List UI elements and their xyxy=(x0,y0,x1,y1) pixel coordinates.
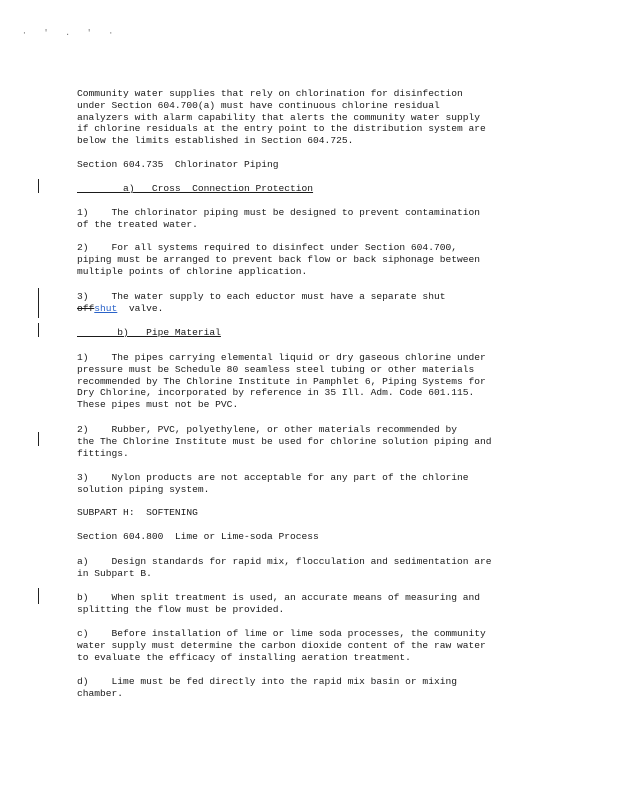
cross-connection-heading: a) Cross Connection Protection xyxy=(77,183,314,194)
paragraph-800-c: c) Before installation of lime or lime soda processes, the community water supply must determine the carbon dioxide content of the raw water to evaluate the efficacy of installing aeration treatment. xyxy=(77,628,486,663)
paragraph-a2: 2) For all systems required to disinfect under Section 604.700, piping must be arranged to prevent back flow or back siphonage between multiple points of chlorine application. xyxy=(77,242,481,277)
pipe-material-heading: b) Pipe Material xyxy=(77,327,221,338)
deleted-text: off xyxy=(77,302,95,314)
paragraph-800-a: a) Design standards for rapid mix, flocculation and sedimentation are in Subpart B. xyxy=(77,556,492,579)
revision-bar xyxy=(38,179,39,193)
paragraph-800-b: b) When split treatment is used, an accurate means of measuring and splitting the flow must be provided. xyxy=(77,592,481,615)
revision-bar xyxy=(38,588,39,604)
inserted-text: shut xyxy=(94,302,118,314)
section-604-800-heading: Section 604.800 Lime or Lime-soda Process xyxy=(77,531,319,542)
section-604-735-heading: Section 604.735 Chlorinator Piping xyxy=(77,159,279,170)
paragraph-a1: 1) The chlorinator piping must be designed to prevent contamination of the treated water. xyxy=(77,207,481,230)
revision-bar xyxy=(38,323,39,337)
paragraph-a3-line1: 3) The water supply to each eductor must have a separate shut xyxy=(77,291,446,302)
revision-bar xyxy=(38,432,39,446)
paragraph-a3-rest: valve. xyxy=(117,302,164,314)
paragraph-b3: 3) Nylon products are not acceptable for any part of the chlorine solution piping system. xyxy=(77,472,469,495)
paragraph-b2: 2) Rubber, PVC, polyethylene, or other materials recommended by the The Chlorine Institute must be used for chlorine solution piping and fittings. xyxy=(77,424,492,459)
paragraph-800-d: d) Lime must be fed directly into the rapid mix basin or mixing chamber. xyxy=(77,676,457,699)
paragraph-b1: 1) The pipes carrying elemental liquid or dry gaseous chlorine under pressure must be Schedule 80 seamless steel tubing or other materials recommended by The Chlorine Institute in Pamphlet 6, Piping Systems for Dry Chlorine, incorporated by reference in 35 Ill. Adm. Code 601.115. These pipes must not be PVC. xyxy=(77,352,486,411)
paragraph-a3 xyxy=(77,291,547,315)
intro-paragraph: Community water supplies that rely on chlorination for disinfection under Section 604.700(a) must have continuous chlorine residual analyzers with alarm capability that alerts the community water supply if chlorine residuals at the entry point to the distribution system are below the limits established in Section 604.725. xyxy=(77,88,486,147)
subpart-h-heading: SUBPART H: SOFTENING xyxy=(77,507,198,518)
scan-specks: · ' . ' · xyxy=(22,29,120,38)
revision-bar xyxy=(38,288,39,318)
